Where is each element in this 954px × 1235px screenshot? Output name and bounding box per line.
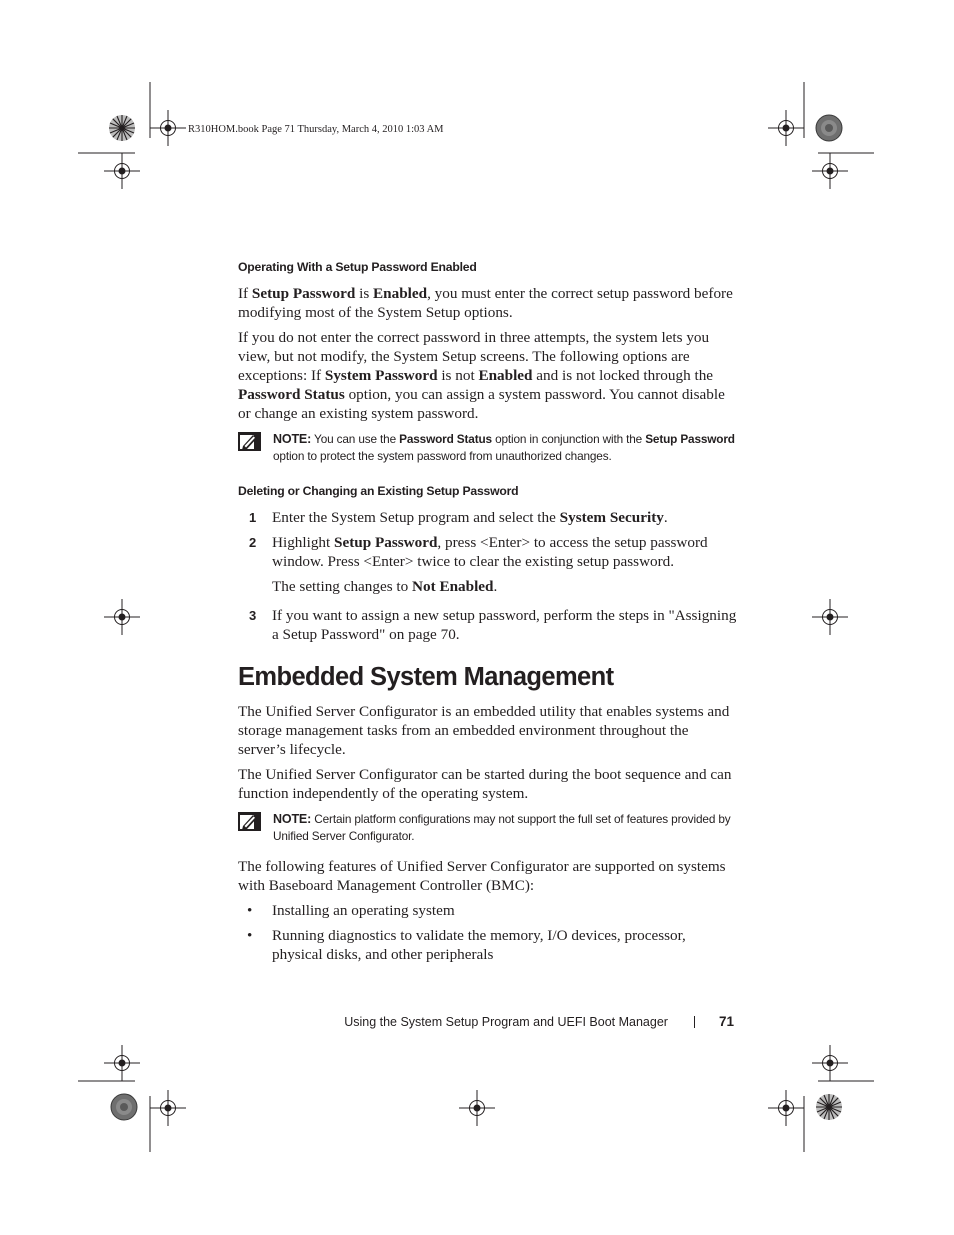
paragraph: The following features of Unified Server Configurator are supported on systems with Baseboard Management Controller (BMC): [238,858,726,894]
feature-list [238,901,738,964]
step-number: 1 [249,510,257,525]
step-result: The setting changes to Not Enabled. [272,578,498,595]
list-item: 3 If you want to assign a new setup password, perform the steps in "Assigning a Setup Password" on page 70. [249,607,737,643]
footer-title: Using the System Setup Program and UEFI Boot Manager [344,1015,668,1029]
page-number: 71 [718,1014,734,1029]
paragraph: If Setup Password is Enabled, you must enter the correct setup password before modifying most of the System Setup options. [238,285,733,321]
page-content [238,259,738,970]
section-heading-setup-enabled: Operating With a Setup Password Enabled [238,260,477,274]
note-pencil-icon [238,432,261,451]
note-box: NOTE: You can use the Password Status option in conjunction with the Setup Password option to protect the system password from unauthorized changes. [238,431,738,465]
list-item: 2 Highlight Setup Password, press <Enter> to access the setup password window. Press <Enter> twice to clear the existing setup password. The setting changes to Not Enabled. [238,533,738,596]
bullet-icon: • [247,902,253,919]
footer-divider [694,1016,695,1028]
page-title: Embedded System Management [238,663,614,691]
page-footer [0,1014,734,1029]
list-item: 1 Enter the System Setup program and select the System Security. [249,509,668,526]
note-box: NOTE: Certain platform configurations may not support the full set of features provided by Unified Server Configurator. [238,811,738,845]
print-slug: R310HOM.book Page 71 Thursday, March 4, 2010 1:03 AM [188,124,444,135]
paragraph: The Unified Server Configurator is an embedded utility that enables systems and storage management tasks from an embedded environment throughout the server’s lifecycle. [238,703,730,758]
steps-list [238,508,738,644]
paragraph: The Unified Server Configurator can be started during the boot sequence and can function independently of the operating system. [238,766,732,802]
paragraph: If you do not enter the correct password in three attempts, the system lets you view, but not modify, the System Setup screens. The following options are exceptions: If System Password is not Enabled and is not locked through the Password Status option, you can assign a system password. You cannot disable or change an existing system password. [238,329,725,422]
list-item: • Installing an operating system [247,902,455,919]
bullet-icon: • [247,927,253,944]
list-item: • Running diagnostics to validate the memory, I/O devices, processor, physical disks, and other peripherals [247,927,686,963]
note-pencil-icon [238,812,261,831]
step-number: 3 [249,608,257,623]
note-label: NOTE: [273,432,312,446]
step-number: 2 [249,535,257,550]
section-heading-delete-change: Deleting or Changing an Existing Setup Password [238,484,519,498]
note-label: NOTE: [273,812,312,826]
